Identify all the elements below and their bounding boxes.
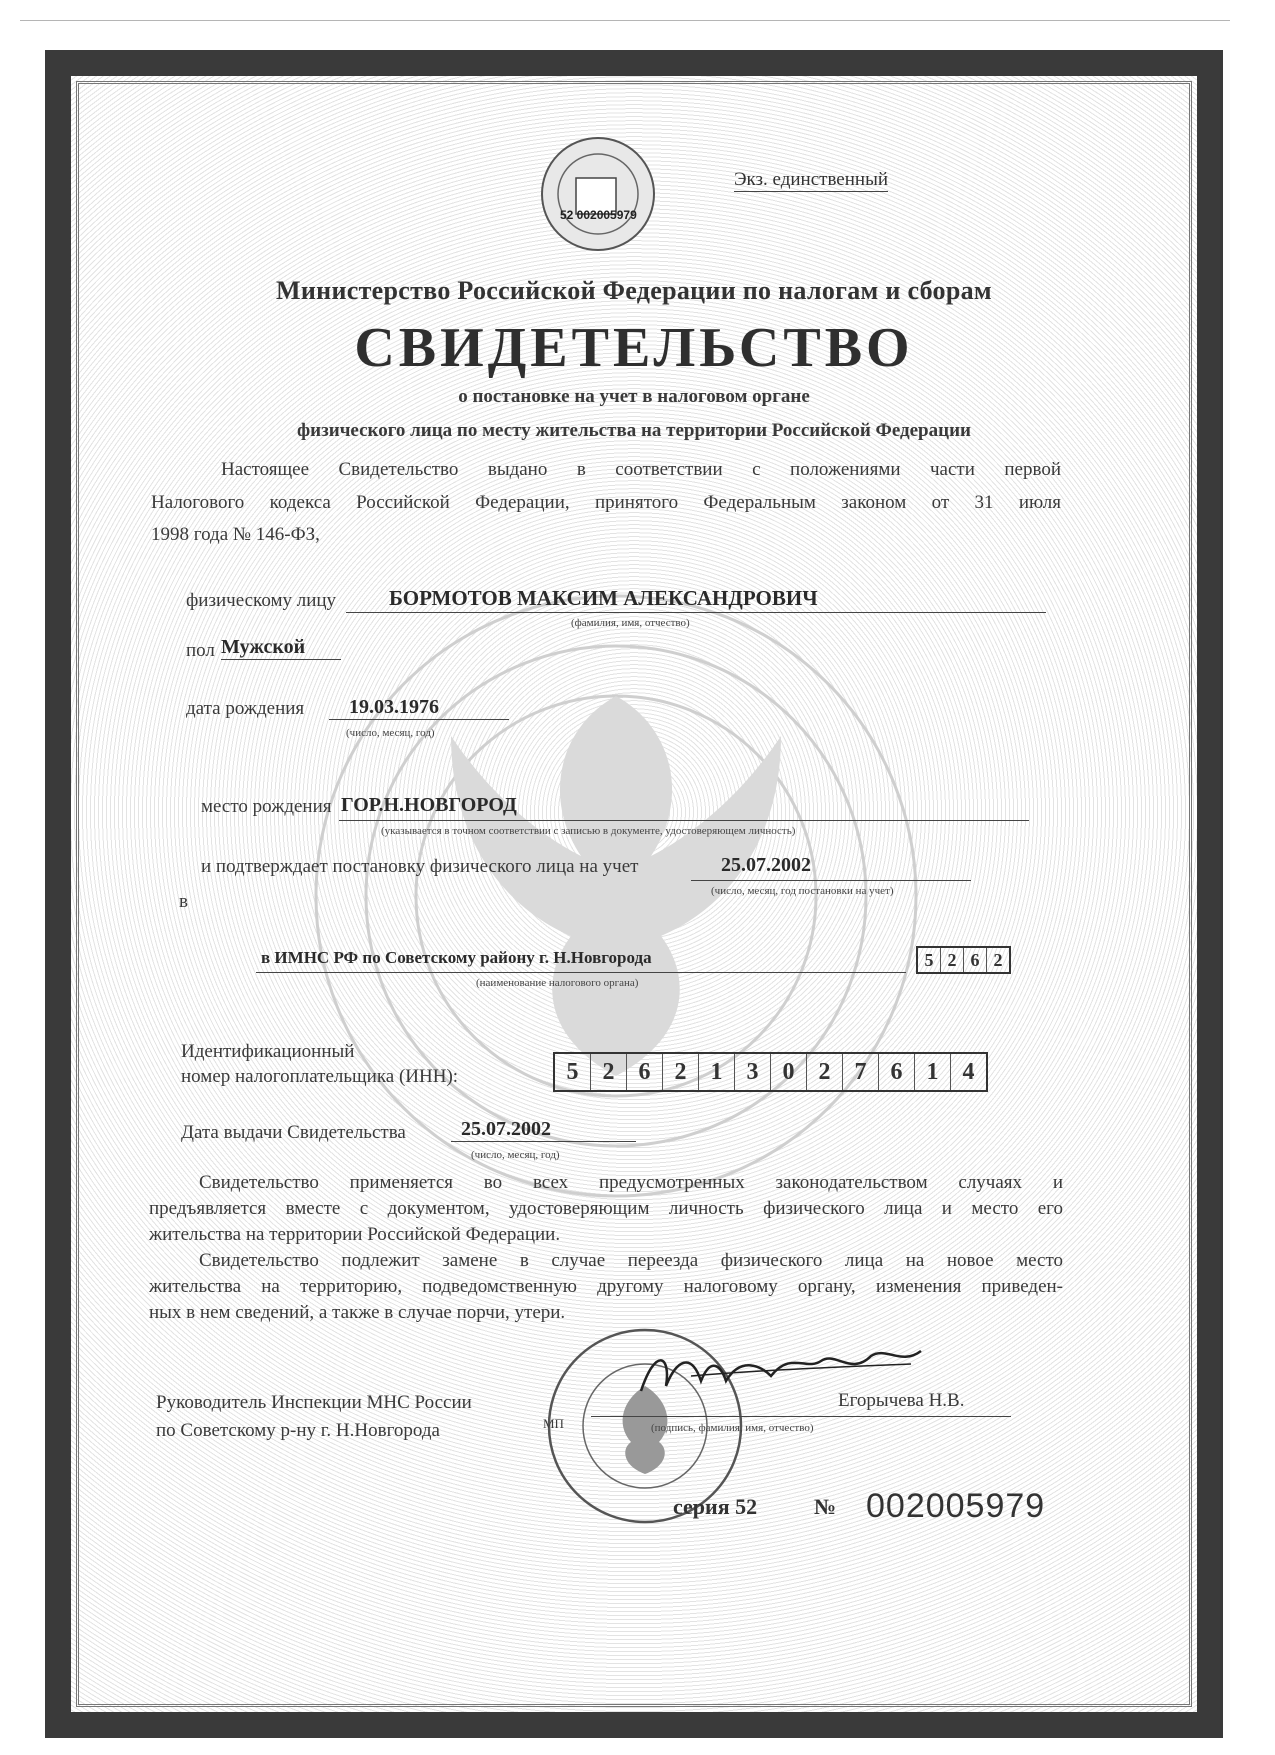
intro-line-2: Налогового кодекса Российской Федерации, принятого Федеральным законом от 31 июля [151, 492, 1061, 513]
birth-date-value: 19.03.1976 [329, 696, 509, 720]
issue-date-value: 25.07.2002 [451, 1118, 636, 1142]
ministry-title: Министерство Российской Федерации по налогам и сборам [276, 276, 992, 305]
tax-office-code-digit: 5 [918, 948, 941, 972]
top-stamp-number: 52 002005979 [560, 208, 637, 222]
copy-note: Экз. единственный [734, 169, 889, 190]
inn-digit: 5 [555, 1054, 591, 1090]
serial-number: 002005979 [866, 1487, 1046, 1525]
serial-no-sign: № [814, 1494, 837, 1519]
person-label: физическому лицу [186, 590, 337, 611]
inn-digit: 6 [879, 1054, 915, 1090]
sex-value: Мужской [221, 636, 341, 660]
inn-label-2: номер налогоплательщика (ИНН): [181, 1066, 459, 1087]
inn-label-1: Идентификационный [181, 1041, 355, 1062]
registration-label: и подтверждает постановку физического лица на учет [201, 856, 639, 877]
birth-place-line [339, 820, 1029, 821]
inn-digit: 7 [843, 1054, 879, 1090]
inn-digit: 1 [915, 1054, 951, 1090]
inn-digit: 2 [591, 1054, 627, 1090]
person-value: БОРМОТОВ МАКСИМ АЛЕКСАНДРОВИЧ [389, 586, 818, 610]
birth-date-label: дата рождения [186, 698, 305, 719]
sex-label: пол [186, 640, 215, 661]
inn-digit: 3 [735, 1054, 771, 1090]
birth-date-hint: (число, месяц, год) [346, 727, 435, 739]
tax-office-hint: (наименование налогового органа) [476, 977, 639, 989]
person-line [346, 612, 1046, 613]
certificate-frame [45, 50, 1223, 1738]
issue-date-hint: (число, месяц, год) [471, 1149, 560, 1161]
inn-box [553, 1052, 988, 1092]
tax-office-code-box [916, 946, 1011, 974]
signature-line [591, 1416, 1011, 1417]
head-line-1: Руководитель Инспекции МНС России [156, 1392, 472, 1413]
birth-place-value: ГОР.Н.НОВГОРОД [341, 794, 517, 816]
inn-digit: 2 [807, 1054, 843, 1090]
scan-top-edge [20, 20, 1230, 21]
birth-place-label: место рождения [201, 796, 332, 817]
note-2-line-3: ных в нем сведений, а также в случае порчи, утери. [149, 1302, 566, 1323]
intro-line-3: 1998 года № 146-ФЗ, [151, 524, 320, 545]
document-title: СВИДЕТЕЛЬСТВО [354, 317, 914, 379]
subtitle-1: о постановке на учет в налоговом органе [458, 386, 810, 407]
registration-prefix: в [179, 891, 188, 912]
mp-mark: МП [543, 1416, 564, 1431]
registration-value: 25.07.2002 [721, 854, 811, 876]
inn-digit: 6 [627, 1054, 663, 1090]
tax-office-line [256, 972, 906, 973]
inn-digit: 2 [663, 1054, 699, 1090]
note-2-line-1: Свидетельство подлежит замене в случае переезда физического лица на новое место [199, 1250, 1063, 1271]
inn-digit: 4 [962, 1059, 975, 1085]
note-2-line-2: жительства на территорию, подведомственную другому налоговому органу, изменения приведен- [149, 1276, 1063, 1297]
inn-digit: 0 [771, 1054, 807, 1090]
note-1-line-1: Свидетельство применяется во всех предусмотренных законодательством случаях и [199, 1172, 1063, 1193]
registration-hint: (число, месяц, год постановки на учет) [711, 885, 894, 897]
note-1-line-2: предъявляется вместе с документом, удостоверяющим личность физического лица и место его [149, 1198, 1063, 1219]
tax-office-code-digit: 2 [941, 948, 964, 972]
tax-office-code-digit: 6 [964, 948, 987, 972]
birth-place-hint: (указывается в точном соответствии с записью в документе, удостоверяющем личность) [381, 825, 796, 837]
head-line-2: по Советскому р-ну г. Н.Новгорода [156, 1420, 440, 1441]
top-round-stamp-icon [538, 133, 658, 255]
note-1-line-3: жительства на территории Российской Федерации. [149, 1224, 561, 1245]
intro-line-1: Настоящее Свидетельство выдано в соответствии с положениями части первой [221, 459, 1061, 480]
tax-office-value: в ИМНС РФ по Советскому району г. Н.Новгорода [261, 948, 652, 967]
inn-digit: 1 [699, 1054, 735, 1090]
tax-office-code-digit: 2 [993, 950, 1003, 970]
registration-line [691, 880, 971, 881]
head-name-hint: (подпись, фамилия, имя, отчество) [651, 1422, 814, 1434]
issue-date-label: Дата выдачи Свидетельства [181, 1122, 406, 1143]
head-name: Егорычева Н.В. [838, 1390, 965, 1411]
serial-label: серия 52 [673, 1494, 758, 1519]
subtitle-2: физического лица по месту жительства на территории Российской Федерации [297, 420, 971, 441]
person-hint: (фамилия, имя, отчество) [571, 617, 690, 629]
